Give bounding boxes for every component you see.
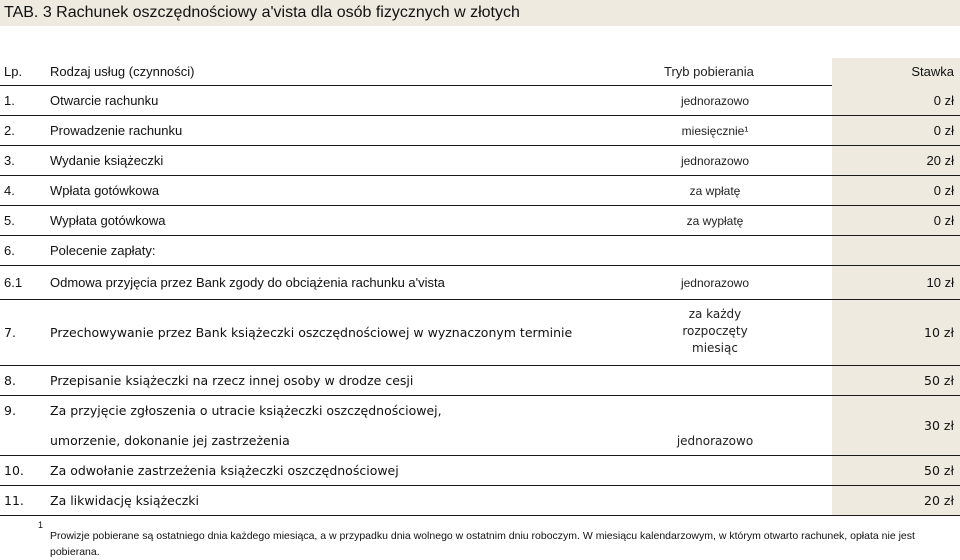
row-service: Przepisanie książeczki na rzecz innej osoby w drodze cesji	[50, 373, 414, 388]
row-rate: 0 zł	[832, 206, 960, 235]
footnote-mark: 1	[38, 520, 44, 530]
row-lp: 4.	[4, 183, 15, 198]
row-lp: 8.	[4, 373, 16, 388]
table-row	[0, 300, 960, 366]
table-header	[0, 58, 960, 86]
row-rate	[832, 236, 960, 265]
row-lp: 3.	[4, 153, 15, 168]
row-rate: 0 zł	[832, 86, 960, 115]
row-mode: za wpłatę	[689, 184, 741, 198]
table-row	[0, 176, 960, 206]
row-service: Otwarcie rachunku	[50, 93, 159, 108]
table-row	[0, 86, 960, 116]
row-service: Wypłata gotówkowa	[50, 213, 166, 228]
row-service: Prowadzenie rachunku	[50, 123, 183, 138]
row-mode	[665, 306, 765, 357]
table-row	[0, 396, 960, 456]
footnote-text: Prowizje pobierane są ostatniego dnia każdego miesiąca, a w przypadku dnia wolnego w ostatnim dniu roboczym. W miesiącu kalendarzowym, w którym otwarto rachunek, opłata nie jest pobierana.	[50, 530, 915, 558]
table-row	[0, 116, 960, 146]
table-title: TAB. 3 Rachunek oszczędnościowy a'vista dla osób fizycznych w złotych	[0, 0, 960, 26]
row-mode: miesięcznie¹	[681, 124, 749, 138]
row-rate: 0 zł	[832, 176, 960, 205]
row-lp: 7.	[4, 325, 16, 340]
row-service: Przechowywanie przez Bank książeczki oszczędnościowej w wyznaczonym terminie	[50, 325, 573, 340]
table-row	[0, 206, 960, 236]
row-service: Za odwołanie zastrzeżenia książeczki oszczędnościowej	[50, 463, 399, 478]
row-rate: 20 zł	[832, 146, 960, 175]
row-service-line1: Za przyjęcie zgłoszenia o utracie książeczki oszczędnościowej,	[50, 403, 442, 418]
table-row	[0, 456, 960, 486]
table-row	[0, 236, 960, 266]
row-rate: 50 zł	[832, 366, 960, 395]
table-row	[0, 366, 960, 396]
row-lp: 11.	[4, 493, 24, 508]
row-mode: za wypłatę	[686, 214, 744, 228]
row-lp: 5.	[4, 213, 15, 228]
row-rate: 0 zł	[832, 116, 960, 145]
row-service: Wpłata gotówkowa	[50, 183, 160, 198]
table-row	[0, 486, 960, 516]
row-service: Odmowa przyjęcia przez Bank zgody do obciążenia rachunku a'vista	[50, 275, 445, 290]
row-lp: 9.	[4, 403, 16, 418]
row-service-line2: umorzenie, dokonanie jej zastrzeżenia	[50, 433, 290, 448]
footnote	[0, 516, 960, 560]
row-rate: 20 zł	[832, 486, 960, 515]
row-mode: jednorazowo	[680, 276, 750, 290]
header-mode: Tryb pobierania	[664, 64, 754, 79]
row-service: Za likwidację książeczki	[50, 493, 199, 508]
row-lp: 1.	[4, 93, 15, 108]
row-lp: 6.	[4, 243, 15, 258]
row-mode: jednorazowo	[680, 94, 750, 108]
row-service: Wydanie książeczki	[50, 153, 164, 168]
table-row	[0, 146, 960, 176]
row-rate: 30 zł	[832, 396, 960, 455]
row-rate: 50 zł	[832, 456, 960, 485]
mode-line: za każdy	[688, 307, 742, 321]
row-rate: 10 zł	[832, 300, 960, 365]
mode-line: rozpoczęty	[682, 324, 748, 338]
mode-line: miesiąc	[692, 341, 738, 355]
row-lp: 6.1	[4, 275, 23, 290]
row-mode: jednorazowo	[676, 434, 754, 448]
row-rate: 10 zł	[832, 266, 960, 299]
row-service: Polecenie zapłaty:	[50, 243, 156, 258]
header-service: Rodzaj usług (czynności)	[50, 64, 195, 79]
row-mode: jednorazowo	[680, 154, 750, 168]
row-lp: 10.	[4, 463, 24, 478]
row-lp: 2.	[4, 123, 15, 138]
header-lp: Lp.	[4, 64, 23, 79]
header-rate: Stawka	[832, 58, 960, 86]
table-row	[0, 266, 960, 300]
